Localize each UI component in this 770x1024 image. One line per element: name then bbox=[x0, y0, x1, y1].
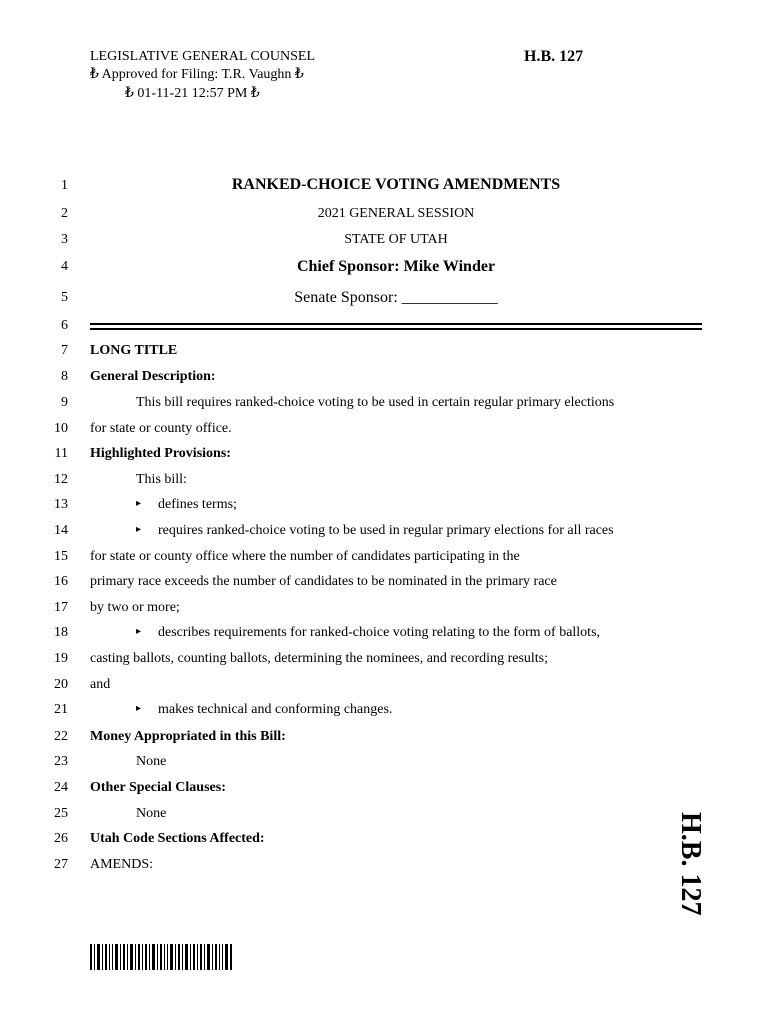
provision-continuation: casting ballots, counting ballots, determining the nominees, and recording results; bbox=[90, 651, 549, 666]
bill-title: RANKED-CHOICE VOTING AMENDMENTS bbox=[231, 176, 561, 193]
provision-continuation: by two or more; bbox=[90, 600, 180, 615]
line-number: 18 bbox=[54, 625, 68, 640]
line-number: 23 bbox=[54, 754, 68, 769]
approval-datetime: ₺ 01-11-21 12:57 PM ₺ bbox=[125, 86, 260, 101]
barcode-icon bbox=[90, 944, 232, 970]
line-number: 9 bbox=[61, 395, 68, 410]
code-sections-heading: Utah Code Sections Affected: bbox=[90, 831, 265, 846]
bill-number: H.B. 127 bbox=[524, 48, 584, 65]
state-label: STATE OF UTAH bbox=[344, 232, 448, 247]
description-line: This bill requires ranked-choice voting to be used in certain regular primary elections bbox=[136, 395, 615, 410]
line-number: 24 bbox=[54, 780, 68, 795]
special-clauses-value: None bbox=[136, 806, 167, 821]
bullet-icon: ▸ bbox=[136, 703, 142, 714]
line-number: 10 bbox=[54, 421, 68, 436]
session-label: 2021 GENERAL SESSION bbox=[317, 206, 475, 221]
line-number: 4 bbox=[61, 259, 68, 274]
provision-continuation: for state or county office where the number of candidates participating in the bbox=[90, 549, 520, 564]
provision-continuation: primary race exceeds the number of candidates to be nominated in the primary race bbox=[90, 574, 557, 589]
special-clauses-heading: Other Special Clauses: bbox=[90, 780, 226, 795]
long-title-heading: LONG TITLE bbox=[90, 343, 178, 358]
line-number: 20 bbox=[54, 677, 68, 692]
line-number: 25 bbox=[54, 806, 68, 821]
bullet-icon: ▸ bbox=[136, 524, 142, 535]
bullet-icon: ▸ bbox=[136, 498, 142, 509]
line-number: 13 bbox=[54, 497, 68, 512]
description-line: for state or county office. bbox=[90, 421, 232, 436]
title-divider-top bbox=[90, 323, 702, 325]
provisions-intro: This bill: bbox=[136, 472, 187, 487]
line-number: 3 bbox=[61, 232, 68, 247]
line-number: 11 bbox=[54, 446, 68, 461]
line-number: 1 bbox=[61, 178, 68, 193]
line-number: 16 bbox=[54, 574, 68, 589]
general-description-heading: General Description: bbox=[90, 369, 216, 384]
line-number: 12 bbox=[54, 472, 68, 487]
senate-sponsor: Senate Sponsor: ____________ bbox=[294, 289, 498, 306]
provision-item: makes technical and conforming changes. bbox=[158, 702, 393, 717]
line-number: 8 bbox=[61, 369, 68, 384]
line-number: 22 bbox=[54, 729, 68, 744]
chief-sponsor: Chief Sponsor: Mike Winder bbox=[296, 258, 496, 275]
line-number: 27 bbox=[54, 857, 68, 872]
line-number: 19 bbox=[54, 651, 68, 666]
line-number: 17 bbox=[54, 600, 68, 615]
approval-line: ₺ Approved for Filing: T.R. Vaughn ₺ bbox=[90, 67, 304, 82]
provision-item: describes requirements for ranked-choice voting relating to the form of ballots, bbox=[158, 625, 601, 640]
counsel-header: LEGISLATIVE GENERAL COUNSEL bbox=[90, 49, 316, 64]
line-number: 14 bbox=[54, 523, 68, 538]
provision-item: defines terms; bbox=[158, 497, 237, 512]
money-appropriated-value: None bbox=[136, 754, 167, 769]
title-divider-bottom bbox=[90, 328, 702, 330]
amends-label: AMENDS: bbox=[90, 857, 154, 872]
line-number: 5 bbox=[61, 290, 68, 305]
bullet-icon: ▸ bbox=[136, 626, 142, 637]
line-number: 7 bbox=[61, 343, 68, 358]
line-number: 26 bbox=[54, 831, 68, 846]
side-bill-label: H.B. 127 bbox=[675, 812, 706, 916]
line-number: 21 bbox=[54, 702, 68, 717]
provision-item: requires ranked-choice voting to be used in regular primary elections for all races bbox=[158, 523, 614, 538]
line-number: 2 bbox=[61, 206, 68, 221]
provision-continuation: and bbox=[90, 677, 111, 692]
highlighted-provisions-heading: Highlighted Provisions: bbox=[90, 446, 231, 461]
money-appropriated-heading: Money Appropriated in this Bill: bbox=[90, 729, 286, 744]
line-number: 15 bbox=[54, 549, 68, 564]
line-number: 6 bbox=[61, 318, 68, 333]
